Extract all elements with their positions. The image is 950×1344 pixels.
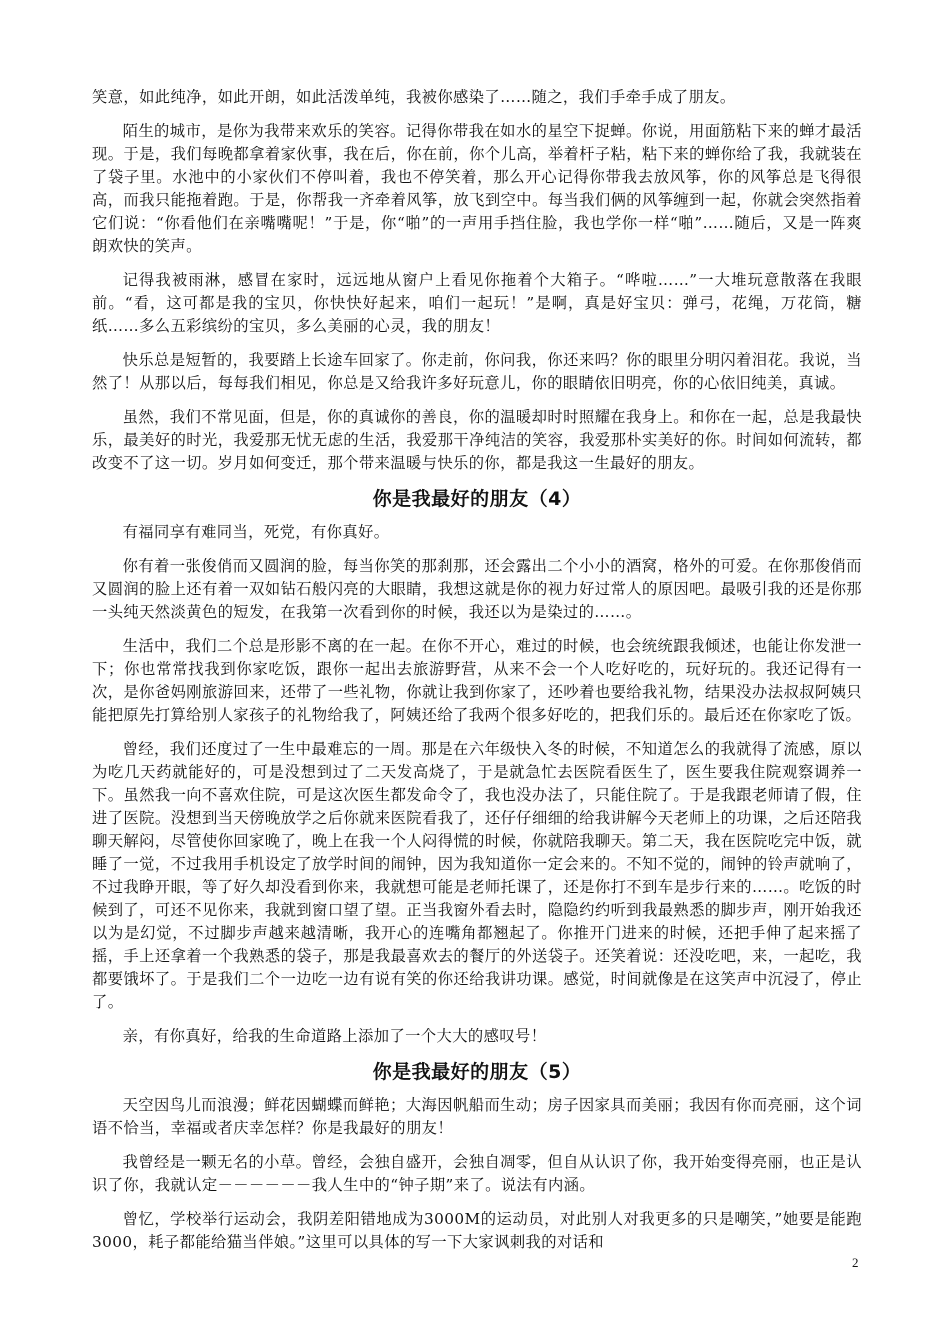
paragraph: 我曾经是一颗无名的小草。曾经，会独自盛开，会独自凋零，但自从认识了你，我开始变得亮丽，也正是认识了你，我就认定－－－－－－我人生中的“钟子期”来了。说法有内涵。 <box>92 1153 862 1194</box>
page-number: 2 <box>852 1255 859 1270</box>
paragraph: 你有着一张俊俏而又圆润的脸，每当你笑的那刹那，还会露出二个小小的酒窝，格外的可爱。在你那俊俏而又圆润的脸上还有着一双如钻石般闪亮的大眼睛，我想这就是你的视力好过常人的原因吧。最吸引我的还是你那一头纯天然淡黄色的短发，在我第一次看到你的时候，我还以为是染过的……。 <box>92 557 862 621</box>
paragraph: 亲，有你真好，给我的生命道路上添加了一个大大的感叹号！ <box>122 1027 547 1045</box>
paragraph: 记得我被雨淋，感冒在家时，远远地从窗户上看见你拖着个大箱子。“哗啦……”一大堆玩意散落在我眼前。“看，这可都是我的宝贝，你快快好起来，咱们一起玩！”是啊，真是好宝贝：弹弓，花绳，万花筒，糖纸……多么五彩缤纷的宝贝，多么美丽的心灵，我的朋友！ <box>92 271 862 335</box>
section-heading: 你是我最好的朋友（5） <box>372 1061 582 1083</box>
paragraph: 天空因鸟儿而浪漫；鲜花因蝴蝶而鲜艳；大海因帆船而生动；房子因家具而美丽；我因有你而亮丽，这个词语不恰当，幸福或者庆幸怎样？你是我最好的朋友！ <box>92 1096 862 1137</box>
paragraph: 笑意，如此纯净，如此开朗，如此活泼单纯，我被你感染了……随之，我们手牵手成了朋友。 <box>92 88 736 106</box>
paragraph: 曾经，我们还度过了一生中最难忘的一周。那是在六年级快入冬的时候，不知道怎么的我就得了流感，原以为吃几天药就能好的，可是没想到过了二天发高烧了，于是就急忙去医院看医生了，医生要我住院观察调养一下。虽然我一向不喜欢住院，可是这次医生都发命令了，我也没办法了，只能住院了。于是我跟老师请了假，住进了医院。没想到当天傍晚放学之后你就来医院看我了，还仔仔细细的给我讲解今天老师上的功课，之后还陪我聊天解闷，尽管使你回家晚了，晚上在我一个人闷得慌的时候，你就陪我聊天。第二天，我在医院吃完中饭，就睡了一觉，不过我用手机设定了放学时间的闹钟，因为我知道你一定会来的。不知不觉的，闹钟的铃声就响了，不过我睁开眼，等了好久却没看到你来，我就想可能是老师托课了，还是你打不到车是步行来的……。吃饭的时候到了，可还不见你来，我就到窗口望了望。正当我窗外看去时，隐隐约约听到我最熟悉的脚步声，刚开始我还以为是幻觉，不过脚步声越来越清晰，我开心的连嘴角都翘起了。你推开门进来的时候，还把手伸了起来摇了摇，手上还拿着一个我熟悉的袋子，那是我最喜欢去的餐厅的外送袋子。还笑着说：还没吃吧，来，一起吃，我都要饿坏了。于是我们二个一边吃一边有说有笑的你还给我讲功课。感觉，时间就像是在这笑声中沉浸了，停止了。 <box>92 740 862 1011</box>
paragraph: 虽然，我们不常见面，但是，你的真诚你的善良，你的温暖却时时照耀在我身上。和你在一起，总是我最快乐，最美好的时光，我爱那无忧无虑的生活，我爱那干净纯洁的笑容，我爱那朴实美好的你。时间如何流转，都改变不了这一切。岁月如何变迁，那个带来温暖与快乐的你，都是我这一生最好的朋友。 <box>92 408 862 472</box>
paragraph: 生活中，我们二个总是形影不离的在一起。在你不开心，难过的时候，也会统统跟我倾述，也能让你发泄一下；你也常常找我到你家吃饭，跟你一起出去旅游野营，从来不会一个人吃好吃的，玩好玩的。我还记得有一次，是你爸妈刚旅游回来，还带了一些礼物，你就让我到你家了，还吵着也要给我礼物，结果没办法叔叔阿姨只能把原先打算给别人家孩子的礼物给我了，阿姨还给了我两个很多好吃的，把我们乐的。最后还在你家吃了饭。 <box>92 637 862 724</box>
paragraph: 陌生的城市，是你为我带来欢乐的笑容。记得你带我在如水的星空下捉蝉。你说，用面筋粘下来的蝉才最活现。于是，我们每晚都拿着家伙事，我在后，你在前，你个儿高，举着杆子粘，粘下来的蝉你给了我，我就装在了袋子里。水池中的小家伙们不停叫着，我也不停笑着，那么开心记得你带我去放风筝，你的风筝总是飞得很高，而我只能拖着跑。于是，你帮我一齐牵着风筝，放飞到空中。每当我们俩的风筝缠到一起，你就会突然指着它们说：“你看他们在亲嘴嘴呢！”于是，你“啪”的一声用手挡住脸，我也学你一样“啪”……随后，又是一阵爽朗欢快的笑声。 <box>92 122 862 255</box>
paragraph: 有福同享有难同当，死党，有你真好。 <box>122 523 390 541</box>
document-body <box>92 86 862 1265</box>
section-heading: 你是我最好的朋友（4） <box>372 488 582 510</box>
paragraph: 曾忆，学校举行运动会，我阴差阳错地成为3000M的运动员，对此别人对我更多的只是嘲笑，”她要是能跑3000，耗子都能给猫当伴娘。”这里可以具体的写一下大家讽刺我的对话和 <box>92 1210 862 1251</box>
paragraph: 快乐总是短暂的，我要踏上长途车回家了。你走前，你问我，你还来吗？你的眼里分明闪着泪花。我说，当然了！从那以后，每每我们相见，你总是又给我许多好玩意儿，你的眼睛依旧明亮，你的心依旧纯美，真诚。 <box>92 351 862 392</box>
